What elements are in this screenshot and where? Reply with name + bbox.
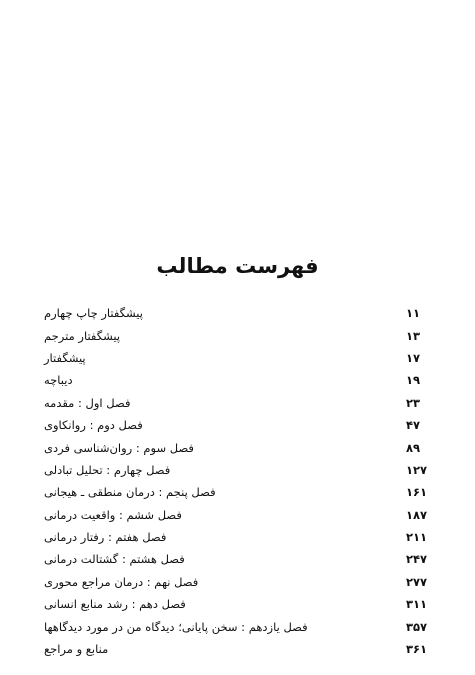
- toc-entry-label: فصل دهم : رشد منابع انسانی: [44, 597, 186, 612]
- toc-entry-page: ۱۲۷: [406, 462, 428, 477]
- toc-entry-label: فصل اول : مقدمه: [44, 395, 131, 410]
- toc-entry: [44, 369, 436, 391]
- toc-entry-label: پیشگفتار: [44, 350, 86, 365]
- toc-entry-page: ۳۱۱: [406, 597, 428, 612]
- toc-entry: [44, 571, 436, 593]
- toc-entry: [44, 593, 436, 615]
- toc-entry: [44, 324, 436, 346]
- toc-entry-label: پیشگفتار چاپ چهارم: [44, 306, 143, 321]
- toc-entry-page: ۱۳: [406, 328, 421, 343]
- toc-entry-page: ۴۷: [406, 418, 421, 433]
- toc-entry-page: ۲۳: [406, 395, 421, 410]
- toc-entry: [44, 638, 436, 660]
- toc-entry-page: ۸۹: [406, 440, 421, 455]
- toc-entry-page: ۲۱۱: [406, 530, 428, 545]
- toc-entry: [44, 481, 436, 503]
- toc-entry-label: دیباچه: [44, 373, 73, 388]
- toc-entry: [44, 436, 436, 458]
- toc-entry-page: ۲۷۷: [406, 574, 428, 589]
- toc-entry-page: ۱۹: [406, 373, 421, 388]
- toc-entry-label: فصل یازدهم : سخن پایانی؛ دیدگاه من در مورد دیدگاهها: [44, 619, 308, 634]
- toc-entry-label: فصل هشتم : گشتالت درمانی: [44, 552, 185, 567]
- toc-entry: [44, 615, 436, 637]
- toc-entry-label: منابع و مراجع: [44, 642, 109, 657]
- toc-entry-page: ۳۵۷: [406, 619, 428, 634]
- toc-entry: [44, 392, 436, 414]
- table-of-contents: [44, 302, 436, 660]
- toc-entry: [44, 504, 436, 526]
- toc-entry-label: فصل چهارم : تحلیل تبادلی: [44, 462, 171, 477]
- toc-entry-label: فصل سوم : روان‌شناسی فردی: [44, 440, 194, 455]
- toc-entry-label: فصل دوم : روانکاوی: [44, 418, 143, 433]
- toc-entry-page: ۱۶۱: [406, 485, 428, 500]
- toc-entry-label: فصل هفتم : رفتار درمانی: [44, 530, 167, 545]
- toc-entry: [44, 548, 436, 570]
- toc-entry-label: پیشگفتار مترجم: [44, 328, 121, 343]
- toc-entry-page: ۱۸۷: [406, 507, 428, 522]
- toc-entry: [44, 302, 436, 324]
- toc-entry-page: ۳۶۱: [406, 642, 428, 657]
- toc-entry-label: فصل پنجم : درمان منطقی ـ هیجانی: [44, 485, 216, 500]
- toc-entry-label: فصل نهم : درمان مراجع محوری: [44, 574, 199, 589]
- toc-entry: [44, 347, 436, 369]
- toc-entry: [44, 414, 436, 436]
- toc-entry-page: ۲۴۷: [406, 552, 428, 567]
- toc-entry: [44, 526, 436, 548]
- toc-entry-label: فصل ششم : واقعیت درمانی: [44, 507, 182, 522]
- toc-entry-page: ۱۷: [406, 350, 421, 365]
- toc-entry-page: ۱۱: [406, 306, 421, 321]
- page-title: فهرست مطالب: [156, 254, 319, 278]
- toc-entry: [44, 459, 436, 481]
